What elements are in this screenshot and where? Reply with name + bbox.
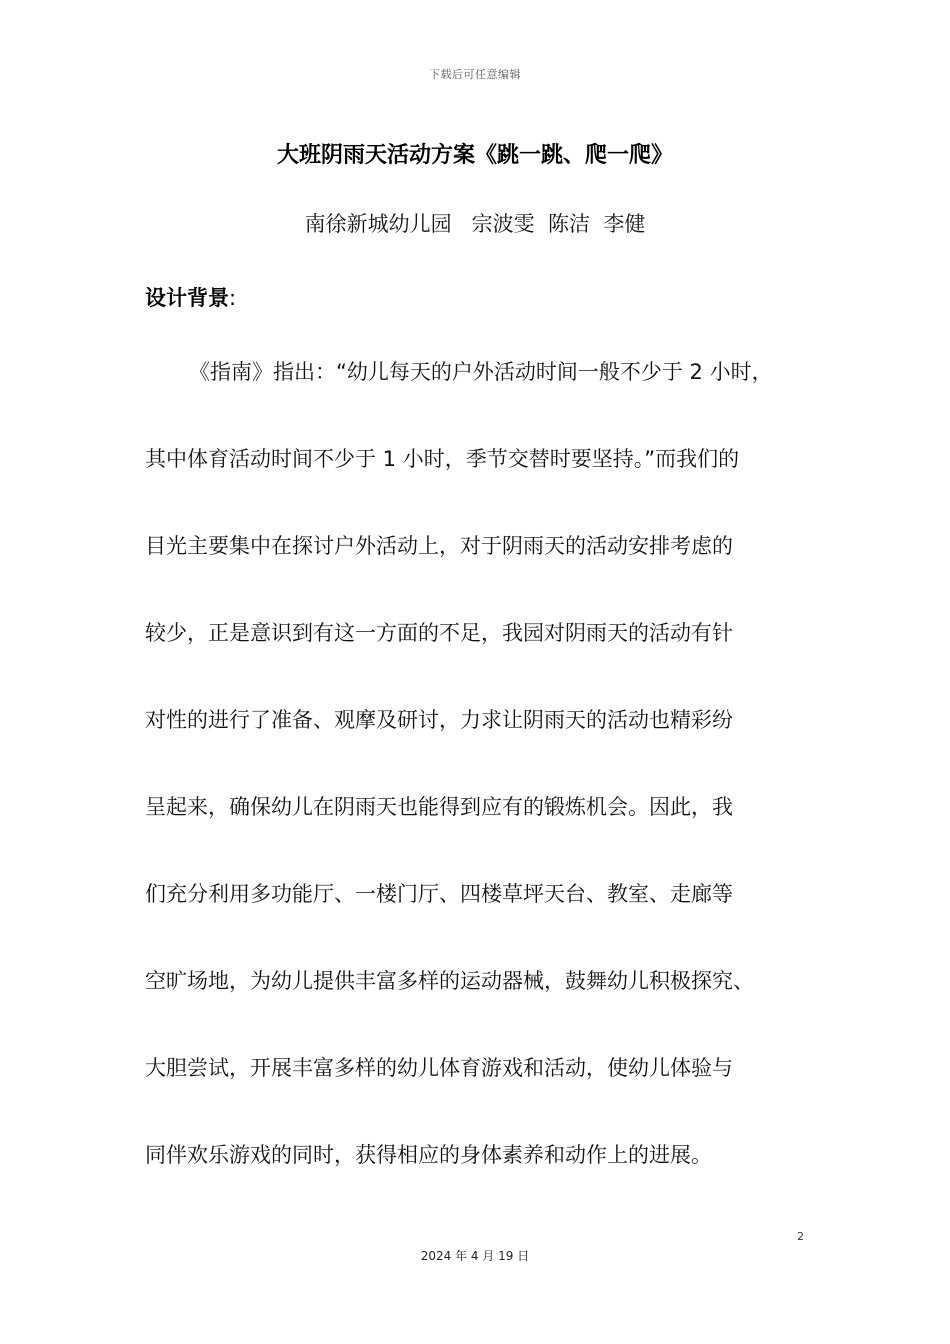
page-header: 下载后可任意编辑 xyxy=(429,68,521,81)
paragraph-line: 目光主要集中在探讨户外活动上，对于阴雨天的活动安排考虑的 xyxy=(145,534,733,558)
section-heading-colon: : xyxy=(229,286,237,310)
paragraph-line: 其中体育活动时间不少于 1 小时，季节交替时要坚持。”而我们的 xyxy=(145,447,740,471)
paragraph-line: 大胆尝试，开展丰富多样的幼儿体育游戏和活动，使幼儿体验与 xyxy=(145,1056,733,1080)
paragraph-line: 《指南》指出：“幼儿每天的户外活动时间一般不少于 2 小时， xyxy=(189,360,773,384)
page-footer-date: 2024 年 4 月 19 日 xyxy=(420,1249,530,1263)
document-authors: 南徐新城幼儿园 宗波雯 陈洁 李健 xyxy=(304,212,646,236)
paragraph-line: 呈起来，确保幼儿在阴雨天也能得到应有的锻炼机会。因此，我 xyxy=(145,795,733,819)
paragraph-line: 较少，正是意识到有这一方面的不足，我园对阴雨天的活动有针 xyxy=(145,621,733,645)
page-number: 2 xyxy=(797,1230,804,1243)
section-heading xyxy=(145,282,236,312)
paragraph-line: 对性的进行了准备、观摩及研讨，力求让阴雨天的活动也精彩纷 xyxy=(145,708,733,732)
section-heading-text: 设计背景 xyxy=(145,286,229,310)
paragraph-line: 同伴欢乐游戏的同时，获得相应的身体素养和动作上的进展。 xyxy=(145,1143,712,1167)
paragraph-line: 空旷场地，为幼儿提供丰富多样的运动器械，鼓舞幼儿积极探究、 xyxy=(145,969,754,993)
paragraph-line: 们充分利用多功能厅、一楼门厅、四楼草坪天台、教室、走廊等 xyxy=(145,882,733,906)
body-paragraph xyxy=(145,346,825,1216)
document-title: 大班阴雨天活动方案《跳一跳、爬一爬》 xyxy=(276,143,673,168)
